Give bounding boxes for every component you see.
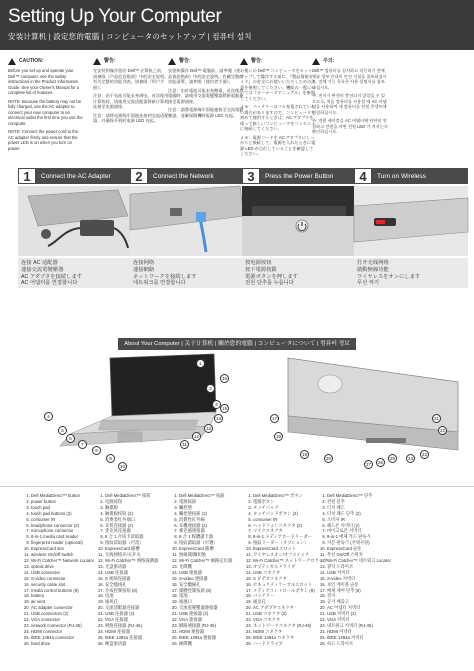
list-item: 12. Wi-Fi Catcher™ 網路定位器 [179,558,244,564]
list-item: 2. 電源按鈕 [179,499,244,505]
step-instructions: 按电源按钮 按下電源按鈕 電源ボタンを押します 전원 단추를 누릅니다 [242,258,356,288]
callout-21: 21 [433,416,439,421]
list-item: 15. S-video 連接器 [179,576,244,582]
callout-1: 1 [196,359,205,368]
list-item: 11. ワイヤレスオン/オフスイッチ [253,552,318,558]
component-lists [0,486,474,671]
list-item: 26. hard drive [31,641,96,647]
caution-label: 警告: [251,57,263,64]
caution-label: CAUTION: [19,57,44,64]
callout-14: 14 [215,416,221,421]
list-item: 1. Dell MediaDirect™ button [31,493,96,499]
list-item: 17. 매체 제어 단추 (8) [327,588,398,594]
list-item: 13. 光盘驱动器 [105,564,170,570]
step-label: Connect the AC Adapter [41,172,111,180]
list-item: 15. S ビデオコネクタ [253,576,318,582]
wireless-switch-illustration [354,186,468,256]
list-item: 16. security cable slot [31,582,96,588]
list-item: 24. HDMI コネクタ [253,629,318,635]
list-item: 3. タッチパッド [253,505,318,511]
list-item: 20. 交流适配器连接器 [105,605,170,611]
list-item: 3. 触摸板 [105,505,170,511]
page-subtitle: 安装计算机 | 設定您的電腦 | コンピュータのセットアップ | 컴퓨터 설치 [8,32,252,41]
list-item: 25. IEEE 1394a 连接器 [105,635,170,641]
list-item: 26. 하드 드라이브 [327,641,398,647]
list-item: 25. IEEE 1394a コネクタ [253,635,318,641]
callout-8: 8 [92,446,101,455]
step-number: 3 [242,168,260,184]
list-item: 14. USB コネクタ [253,570,318,576]
list-item: 21. USB 連接器 (2) [179,611,244,617]
callout-13: 13 [205,426,211,431]
list-item: 3. 觸控墊 [179,505,244,511]
component-list-english [22,493,96,647]
list-item: 18. 전지 [327,593,398,599]
list-item: 13. 광학 드라이브 [327,564,398,570]
warning-triangle-icon [240,58,248,65]
list-item: 22. VGA 커넥터 [327,617,398,623]
list-item: 9. 指纹读取器（可选） [105,540,170,546]
caution-traditional-chinese [168,58,244,158]
list-item: 8. 8 合 1 介质卡读取器 [105,534,170,540]
callout-20: 20 [325,456,331,461]
list-item: 1. Dell MediaDirect™ ボタン [253,493,318,499]
caution-japanese [240,58,316,158]
caution-note: 注意：請將電源線牢固地連接至交流電變壓器，並確保開機時電源 LED 亮起。 [168,107,244,118]
component-list-japanese [244,493,328,647]
caution-section [0,58,474,158]
component-list-traditional-chinese [170,493,244,647]
callout-23: 23 [421,452,427,457]
list-item: 21. USB 커넥터 (2) [327,611,398,617]
step-label: Turn on Wireless [377,172,426,180]
list-item: 12. Wi-Fi Catcher™ Network Locator [31,558,96,564]
caution-english [8,58,84,158]
callout-25: 25 [389,456,395,461]
list-item: 23. 網路連接器 (RJ-45) [179,623,244,629]
list-item: 6. ヘッドフォンコネクタ (2) [253,523,318,529]
list-item: 9. 指紋リーダー（オプション） [253,540,318,546]
list-item: 7. マイクコネクタ [253,528,318,534]
caution-note: 注意：由於電池可能未充飽電，首次使用電腦時，請使用交流電變壓器將新電腦連接至電源插座。 [168,87,244,104]
callout-17: 17 [271,416,277,421]
step-instructions: 连接网络 連接網路 ネットワークを接続します 네트워크를 연결합니다 [130,258,244,288]
caution-note: 注意：请将电源线牢固地连接到交流适配器，并确保开机时电源 LED 亮起。 [93,112,169,123]
about-computer-bar: About Your Computer | 关于计算机 | 關於您的電腦 | コンピュータについて | 컴퓨터 정보 [118,338,356,350]
step-label: Connect the Network [153,172,214,180]
list-item: 15. S 视频连接器 [105,576,170,582]
list-item: 16. 安全纜線孔 [179,582,244,588]
callout-7: 7 [78,440,87,449]
caution-note: NOTE: Connect the power cord to the AC adapter firmly and ensure that the power LED is on when you turn on power. [8,129,79,151]
caution-note: メモ：バッテリーはフル充電されていない場合がありますので、コンピュータを初めて使用するときは、AC アダプタを使って新しいコンピュータをコンセントに接続してください。 [240,104,316,131]
list-item: 24. HDMI 커넥터 [327,629,398,635]
list-item: 4. タッチパッドボタン (2) [253,511,318,517]
callout-6: 6 [66,434,75,443]
list-item: 25. IEEE 1394a 커넥터 [327,635,398,641]
list-item: 3. touch pad [31,505,96,511]
list-item: 4. 触摸板按钮 (2) [105,511,170,517]
list-item: 7. 麥克風連接器 [179,528,244,534]
list-item: 11. 無線開/關切換 [179,552,244,558]
callout-5: 5 [58,426,67,435]
header-bar [0,0,474,50]
list-item: 9. fingerprint reader (optional) [31,540,96,546]
warning-triangle-icon [8,58,16,65]
list-item: 22. VGA 連接器 [179,617,244,623]
callout-2: 2 [206,384,215,393]
list-item: 19. 공기 배출구 [327,599,398,605]
caution-text: お使いの Dell™ コンピュータをセットアップして操作する前に、『製品情報ガイド』の安全にお使いいただくための注意を参照してください。機能の一覧については『オーナーズマニュアル』を参照してください。 [240,68,316,101]
list-item: 2. 電源ボタン [253,499,318,505]
caution-text: 安裝和操作 Dell™ 電腦前，請參閱《產品資訊指南》中的安全說明。有關完整的功能清單，請參閱《使用者手冊》。 [168,68,244,84]
list-item: 11. 무선 On/Off 스위치 [327,552,398,558]
callout-11: 11 [180,440,189,449]
list-item: 22. VGA コネクタ [253,617,318,623]
list-item: 23. ネットワークコネクタ (RJ-45) [253,623,318,629]
list-item: 22. VGA 连接器 [105,617,170,623]
list-item: 26. 硬碟機 [179,641,244,647]
list-item: 10. ExpressCard スロット [253,546,318,552]
callout-15: 15 [221,406,227,411]
list-item: 8. 8-in-1 media card reader [31,534,96,540]
step-instructions: 连接 AC 适配器 連接交流電變壓器 AC アダプタを接続します AC 어댑터를 연결합니다 [18,258,132,288]
step-number: 2 [130,168,148,184]
list-item: 18. 電池 [179,593,244,599]
caution-text: Dell™ 컴퓨터를 설치하고 작동하기 전에 제품 정보 안내의 안전 지침을 참조하십시오. 전체 기능 목록은 사용 설명서를 참조하십시오. [312,68,387,90]
list-item: 7. 마이크로폰 커넥터 [327,528,398,534]
list-item: 13. 光碟機 [179,564,244,570]
list-item: 17. メディアコントロールボタン (8) [253,588,318,594]
list-item: 25. IEEE 1394a connector [31,635,96,641]
laptop-illustration [0,354,474,474]
list-item: 2. 전원 단추 [327,499,398,505]
list-item: 16. 安全缆线孔 [105,582,170,588]
list-item: 1. Dell MediaDirect™ 按鈕 [179,493,244,499]
page-title: Setting Up Your Computer [8,6,222,27]
callout-10: 10 [119,464,125,469]
list-item: 3. 터치 패드 [327,505,398,511]
list-item: 14. USB 連接器 [179,570,244,576]
list-item: 4. 觸控墊按鈕 (2) [179,511,244,517]
list-item: 7. microphone connector [31,528,96,534]
list-item: 15. S-video connector [31,576,96,582]
list-item: 4. touch pad buttons (2) [31,511,96,517]
list-item: 17. media control buttons (8) [31,588,96,594]
callout-22: 22 [439,428,445,433]
list-item: 17. 媒體控制按鈕 (8) [179,588,244,594]
power-button-illustration [242,186,356,256]
component-list-simplified-chinese [96,493,170,647]
warning-triangle-icon [93,58,101,65]
list-item: 24. HDMI connector [31,629,96,635]
list-item: 6. 耳机连接器 (2) [105,523,170,529]
callout-27: 27 [365,462,371,467]
caution-label: 警告: [104,57,116,64]
list-item: 12. Wi-Fi Catcher™ 네트워크 Locator [327,558,398,564]
list-item: 11. 无线网络开/关开关 [105,552,170,558]
list-item: 20. 交流電變壓器連接器 [179,605,244,611]
ac-adapter-illustration [18,186,132,256]
list-item: 8. 8 合 1 媒體讀卡器 [179,534,244,540]
list-item: 8. 8-in-1 매체 카드 판독기 [327,534,398,540]
warning-triangle-icon [312,58,320,65]
list-item: 13. オプティカルドライブ [253,564,318,570]
list-item: 15. S-video 커넥터 [327,576,398,582]
list-item: 10. ExpressCard 插槽 [105,546,170,552]
list-item: 19. 通気孔 [253,599,318,605]
caution-text: 在安装和操作您的 Dell™ 计算机之前，请参阅《产品信息指南》中的安全说明。有关完整的功能列表，请参阅《用户手册》。 [93,68,169,90]
list-item: 10. ExpressCard slot [31,546,96,552]
callout-4: 4 [44,412,53,421]
list-item: 2. 电源按钮 [105,499,170,505]
list-item: 20. AC 어댑터 커넥터 [327,605,398,611]
list-item: 19. air vent [31,599,96,605]
list-item: 10. ExpressCard 插槽 [179,546,244,552]
step-instructions: 打开无线网络 啟動無線功能 ワイヤレスをオンにします 무선 켜기 [354,258,468,288]
list-item: 16. セキュリティケーブルスロット [253,582,318,588]
list-item: 20. AC adapter connector [31,605,96,611]
list-item: 10. ExpressCard 슬롯 [327,546,398,552]
caution-note: 注意：由于电池可能未充满电，首次使用计算机时，请使用交流适配器将新计算机连接至电源插座。 [93,93,169,109]
step-connect-network [130,168,244,287]
list-item: 9. 指紋讀取器（可選） [179,540,244,546]
caution-note: 주: 전원 케이블을 AC 어댑터에 단단히 연결하고 전원을 켜면 전원 LED 가 켜지는지 확인하십시오. [312,118,388,134]
list-item: 21. USB 连接器 (2) [105,611,170,617]
list-item: 12. Wi-Fi Catcher™ 网络探测器 [105,558,170,564]
caution-simplified-chinese [93,58,169,158]
callout-26: 26 [377,460,383,465]
list-item: 18. バッテリー [253,593,318,599]
list-item: 14. USB 连接器 [105,570,170,576]
list-item: 23. 网络连接器 (RJ-45) [105,623,170,629]
list-item: 19. 通風口 [179,599,244,605]
list-item: 7. 麦克风连接器 [105,528,170,534]
callout-3: 3 [212,400,221,409]
list-item: 24. HDMI 连接器 [105,629,170,635]
list-item: 21. USB コネクタ (2) [253,611,318,617]
callout-12: 12 [193,434,199,439]
list-item: 25. IEEE 1394a 連接器 [179,635,244,641]
list-item: 5. consumer IR [31,517,96,523]
caution-korean [312,58,388,158]
list-item: 13. optical drive [31,564,96,570]
list-item: 16. 보안 케이블 슬롯 [327,582,398,588]
list-item: 21. USB connectors (2) [31,611,96,617]
laptop-diagram [0,354,474,474]
list-item: 18. battery [31,593,96,599]
callout-19: 19 [301,452,307,457]
list-item: 6. 헤드폰 커넥터 (2) [327,523,398,529]
caution-text: Before you set up and operate your Dell™ computer, see the safety instructions in the Product Information Guide. See your Owner's Manual for a complete list of features. [8,68,80,95]
list-item: 26. ハードドライブ [253,641,318,647]
list-item: 6. headphone connector (2) [31,523,96,529]
callout-9: 9 [106,454,115,463]
list-item: 1. Dell MediaDirect™ 단추 [327,493,398,499]
caution-note: メモ：電源コードを AC アダプタにしっかりと接続して、電源を入れたときに電源 LED が点灯していることを確認してください。 [240,134,316,156]
list-item: 5. 消費性紅外線 [179,517,244,523]
caution-note: NOTE: Because the battery may not be fully charged, use the AC adapter to connect your new computer to an electrical outlet the first time you use the computer. [8,98,83,126]
list-item: 26. 硬盘驱动器 [105,641,170,647]
list-item: 5. 소비자 IR [327,517,398,523]
step-number: 4 [354,168,372,184]
component-list-korean [318,493,398,647]
caution-label: 警告: [179,57,191,64]
list-item: 14. USB 커넥터 [327,570,398,576]
list-item: 12. Wi-Fi Catcher™ ネットワークロケータ [253,558,318,564]
network-cable-illustration [130,186,244,256]
list-item: 18. 电池 [105,593,170,599]
step-number: 1 [18,168,36,184]
step-connect-ac-adapter [18,168,132,287]
list-item: 5. 消费类红外端口 [105,517,170,523]
step-turn-on-wireless [354,168,468,287]
list-item: 9. 지문 판독기 (선택사양) [327,540,398,546]
warning-triangle-icon [168,58,176,65]
list-item: 8. 8-in-1 メディアカードリーダー [253,534,318,540]
list-item: 23. 네트워크 커넥터 (RJ-45) [327,623,398,629]
step-press-power-button [242,168,356,287]
list-item: 20. AC アダプタコネクタ [253,605,318,611]
callout-24: 24 [407,456,413,461]
list-item: 17. 介质控制按钮 (8) [105,588,170,594]
list-item: 24. HDMI 連接器 [179,629,244,635]
caution-note: 주: 전지가 완전히 충전되지 않았을 수 있으므로, 처음 컴퓨터를 사용할 때 AC 어댑터를 사용하여 새 컴퓨터를 전원 콘센트에 연결하십시오. [312,93,387,115]
caution-label: 주의: [323,57,335,64]
list-item: 23. network connector (RJ-45) [31,623,96,629]
list-item: 22. VGA connector [31,617,96,623]
list-item: 14. USB connector [31,570,96,576]
step-label: Press the Power Button [265,172,334,180]
list-item: 6. 耳機連接器 (2) [179,523,244,529]
list-item: 11. wireless On/Off switch [31,552,96,558]
list-item: 4. 터치 패드 단추 (2) [327,511,398,517]
list-item: 2. power button [31,499,96,505]
list-item: 5. consumer IR [253,517,318,523]
callout-16: 16 [221,376,227,381]
list-item: 19. 通风孔 [105,599,170,605]
callout-18: 18 [275,434,281,439]
list-item: 1. Dell MediaDirect™ 按钮 [105,493,170,499]
